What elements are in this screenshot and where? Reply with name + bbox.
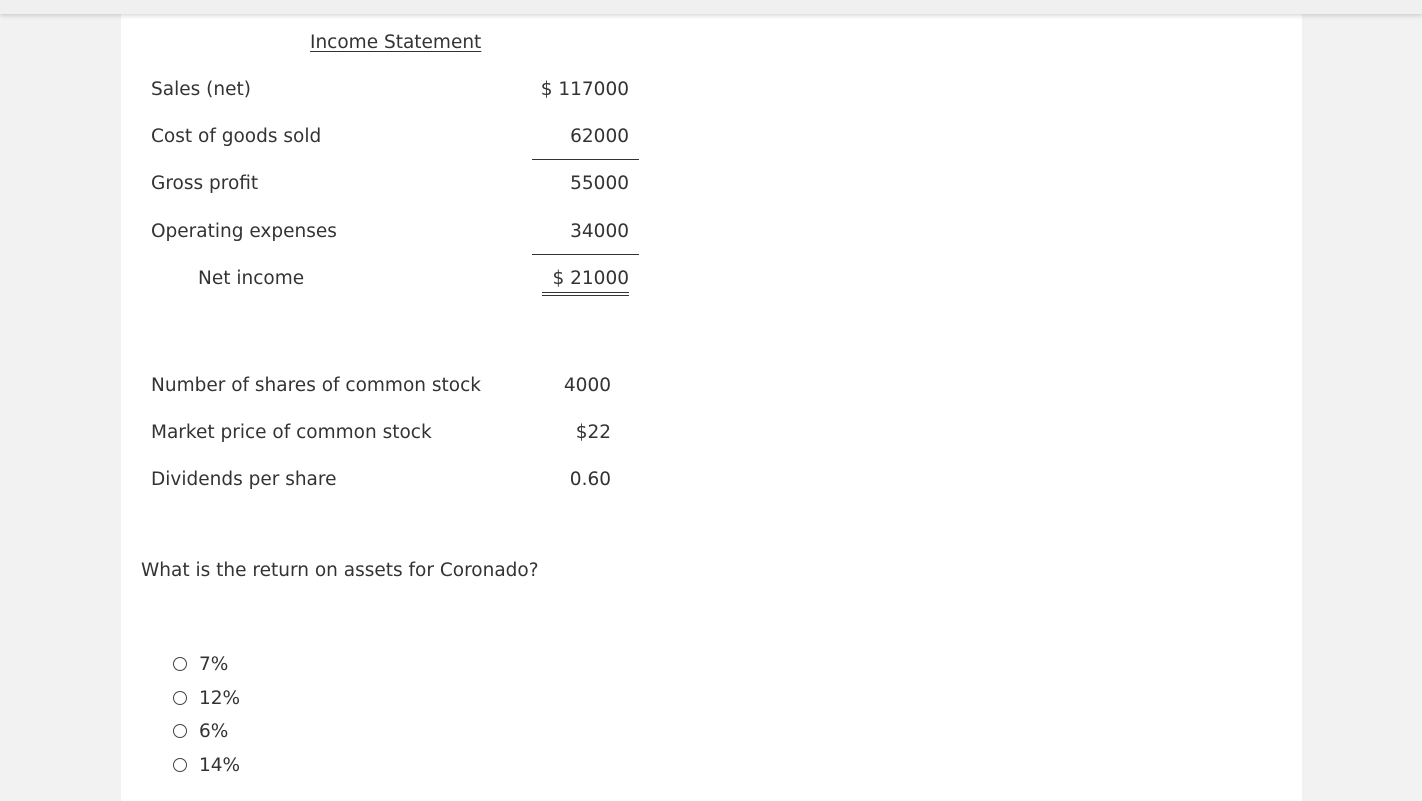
row-value-gross-profit: 55000 bbox=[570, 173, 629, 194]
row-label-operating-expenses: Operating expenses bbox=[151, 221, 337, 242]
statement-title: Income Statement bbox=[310, 32, 482, 53]
stock-value-shares: 4000 bbox=[563, 375, 611, 396]
top-bar bbox=[0, 0, 1422, 14]
option-label-14[interactable]: 14% bbox=[199, 755, 241, 776]
row-value-cogs: 62000 bbox=[570, 126, 629, 147]
stock-label-market-price: Market price of common stock bbox=[151, 422, 432, 443]
double-rule-top bbox=[542, 292, 629, 293]
question-text: What is the return on assets for Coronado? bbox=[141, 560, 539, 581]
question-panel bbox=[121, 0, 1302, 801]
option-label-12[interactable]: 12% bbox=[199, 688, 241, 709]
row-label-cogs: Cost of goods sold bbox=[151, 126, 322, 147]
option-radio-14[interactable] bbox=[173, 758, 187, 772]
stock-value-market-price: $22 bbox=[575, 422, 611, 443]
option-label-7[interactable]: 7% bbox=[199, 654, 229, 675]
stock-label-dividends: Dividends per share bbox=[151, 469, 337, 490]
row-value-sales: $ 117000 bbox=[540, 79, 629, 100]
subtotal-rule bbox=[532, 159, 639, 160]
subtotal-rule bbox=[532, 254, 639, 255]
row-value-operating-expenses: 34000 bbox=[570, 221, 629, 242]
option-label-6[interactable]: 6% bbox=[199, 721, 229, 742]
option-radio-7[interactable] bbox=[173, 657, 187, 671]
stock-label-shares: Number of shares of common stock bbox=[151, 375, 481, 396]
row-label-net-income: Net income bbox=[198, 268, 305, 289]
row-value-net-income: $ 21000 bbox=[552, 268, 629, 289]
option-radio-12[interactable] bbox=[173, 691, 187, 705]
row-label-gross-profit: Gross profit bbox=[151, 173, 259, 194]
option-radio-6[interactable] bbox=[173, 724, 187, 738]
row-label-sales: Sales (net) bbox=[151, 79, 251, 100]
double-rule-bottom bbox=[542, 295, 629, 296]
stock-value-dividends: 0.60 bbox=[569, 469, 611, 490]
